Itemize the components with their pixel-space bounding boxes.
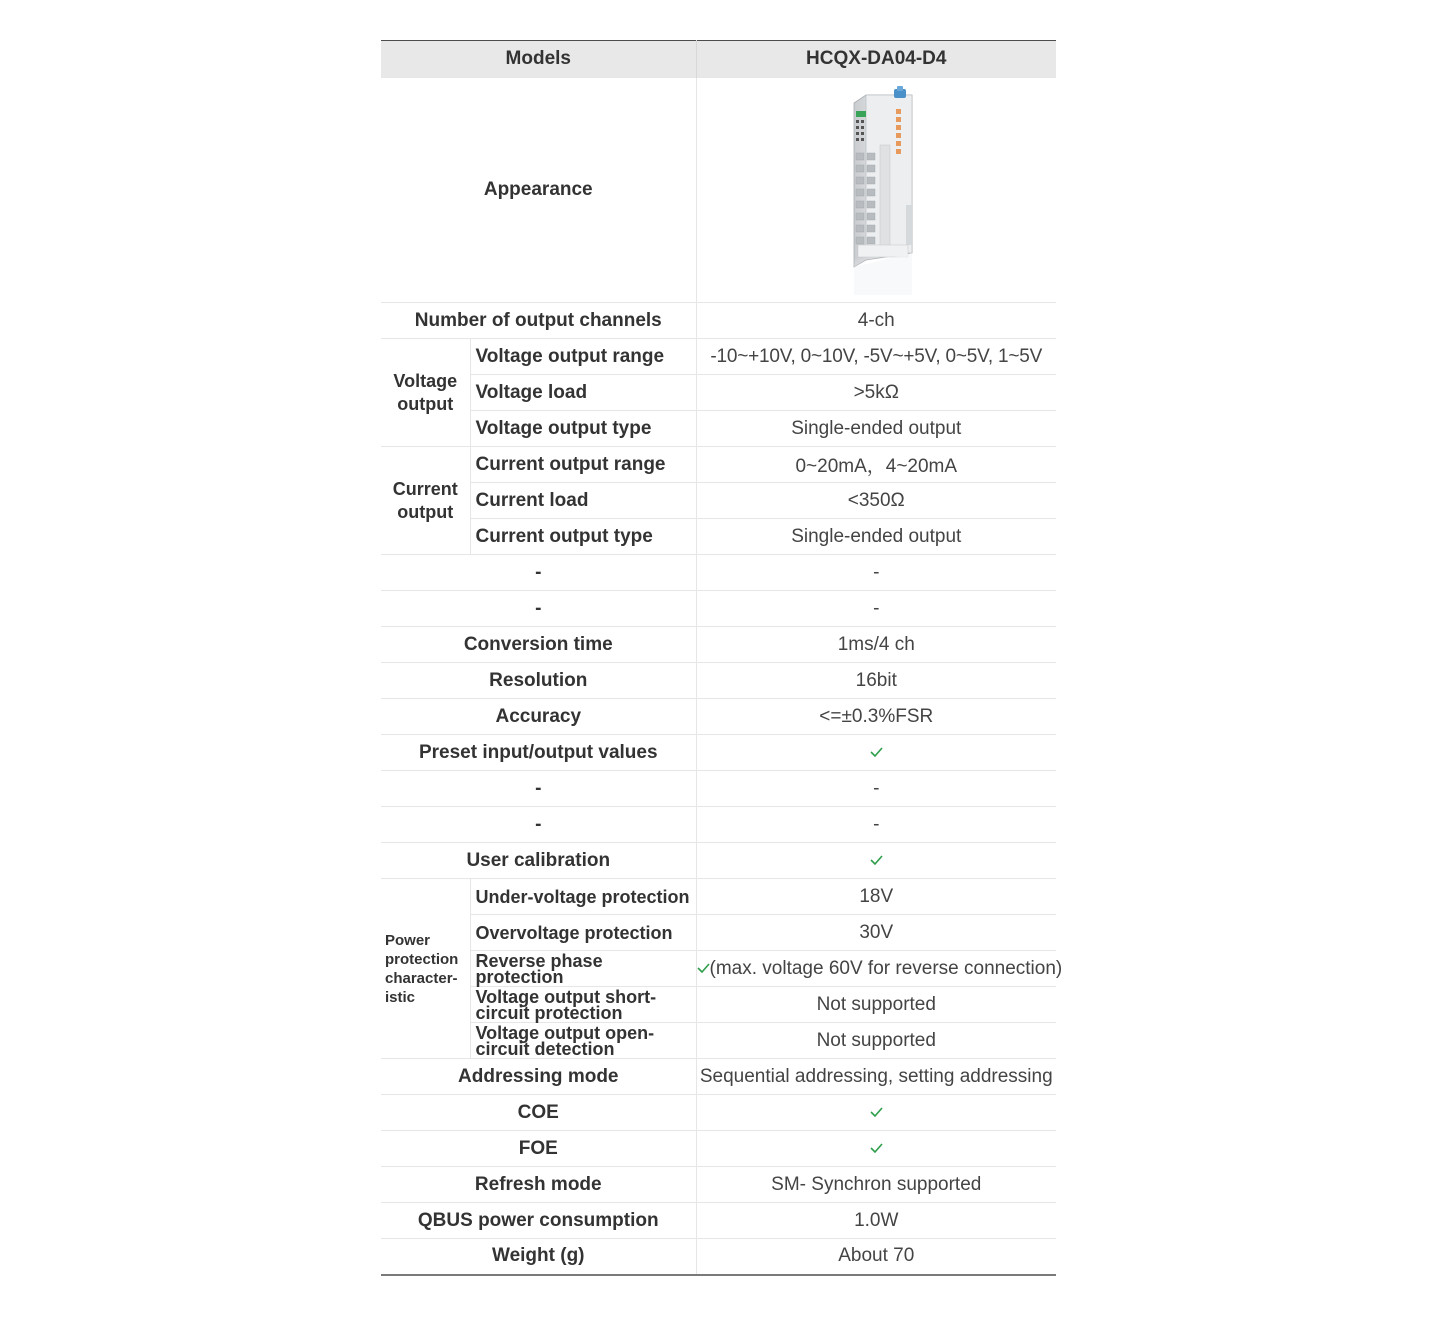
table-row [381, 879, 1056, 915]
check-icon [870, 1107, 883, 1117]
check-icon [870, 855, 883, 865]
table-header-row [381, 41, 1056, 78]
row-value: Single-ended output [696, 411, 1056, 447]
row-value: -10~+10V, 0~10V, -5V~+5V, 0~5V, 1~5V [696, 339, 1056, 375]
row-label: Overvoltage protection [475, 922, 673, 943]
table-row [381, 1023, 1056, 1059]
table-row [381, 1059, 1056, 1095]
table-row [381, 375, 1056, 411]
row-label: Current output range [475, 453, 666, 475]
row-label: - [535, 777, 542, 799]
table-row [381, 735, 1056, 771]
table-row [381, 339, 1056, 375]
row-value: SM- Synchron supported [696, 1167, 1056, 1203]
table-row [381, 555, 1056, 591]
table-row [381, 699, 1056, 735]
row-label: Under-voltage protection [475, 886, 690, 907]
row-label: Voltage output short-circuit protection [475, 986, 657, 1023]
row-value: Sequential addressing, setting addressing [696, 1059, 1056, 1095]
row-value: >5kΩ [696, 375, 1056, 411]
row-value: 30V [696, 915, 1056, 951]
row-value: Not supported [696, 1023, 1056, 1059]
table-row [381, 591, 1056, 627]
row-label: COE [517, 1101, 559, 1123]
table-row [381, 78, 1056, 303]
row-value: <350Ω [696, 483, 1056, 519]
row-label: Voltage output type [475, 417, 652, 439]
row-value: <=±0.3%FSR [696, 699, 1056, 735]
appearance-label: Appearance [483, 179, 593, 200]
spec-table [381, 40, 1063, 1276]
row-label: Preset input/output values [418, 741, 658, 763]
row-value: 0~20mA，4~20mA [696, 447, 1056, 483]
table-row [381, 1131, 1056, 1167]
row-label: Accuracy [495, 705, 582, 727]
row-label: Voltage output range [475, 345, 665, 367]
check-icon [870, 1143, 883, 1153]
row-label: Weight (g) [492, 1245, 585, 1267]
row-label: Voltage load [475, 381, 588, 403]
check-icon [697, 963, 710, 973]
row-value: About 70 [696, 1239, 1056, 1275]
table-row [381, 915, 1056, 951]
row-value: 4-ch [696, 303, 1056, 339]
row-label: - [535, 597, 542, 619]
table-row [381, 843, 1056, 879]
table-row [381, 1167, 1056, 1203]
row-value [696, 1131, 1056, 1167]
row-value [696, 1095, 1056, 1131]
voltage-output-group: Voltage output [381, 339, 470, 447]
row-label: Refresh mode [474, 1173, 602, 1195]
row-value: 1ms/4 ch [696, 627, 1056, 663]
table-row [381, 447, 1056, 483]
row-label: Current output type [475, 525, 653, 547]
table-row [381, 1203, 1056, 1239]
row-label: Reverse phase protection [475, 950, 603, 987]
table-row [381, 411, 1056, 447]
row-label: Conversion time [463, 633, 613, 655]
row-label: Addressing mode [458, 1065, 619, 1087]
table-row [381, 951, 1056, 987]
model-number: HCQX-DA04-D4 [696, 41, 1056, 78]
table-row [381, 807, 1056, 843]
row-label: Voltage output open-circuit detection [475, 1022, 655, 1059]
row-value: 18V [696, 879, 1056, 915]
row-value [696, 843, 1056, 879]
row-label: FOE [518, 1137, 558, 1159]
row-value: - [696, 771, 1056, 807]
row-label: Resolution [489, 669, 588, 691]
product-image [696, 78, 1056, 303]
table-row [381, 663, 1056, 699]
row-label: Current load [475, 489, 589, 511]
row-label: QBUS power consumption [417, 1209, 659, 1231]
row-value: - [696, 807, 1056, 843]
row-label: - [535, 813, 542, 835]
table-row [381, 1095, 1056, 1131]
table-row [381, 1239, 1056, 1275]
row-label: User calibration [466, 849, 611, 871]
row-value [696, 735, 1056, 771]
row-label: Number of output channels [414, 309, 662, 331]
table-row [381, 303, 1056, 339]
row-label: - [535, 561, 542, 583]
table-row [381, 519, 1056, 555]
row-value [696, 951, 1063, 987]
row-value: Single-ended output [696, 519, 1056, 555]
current-output-group: Current output [381, 447, 470, 555]
row-value: 16bit [696, 663, 1056, 699]
row-value: 1.0W [696, 1203, 1056, 1239]
row-value: - [696, 555, 1056, 591]
table-row [381, 771, 1056, 807]
table-row [381, 627, 1056, 663]
table-row [381, 483, 1056, 519]
reverse-phase-note: (max. voltage 60V for reverse connection) [709, 957, 1063, 979]
models-label: Models [505, 48, 571, 69]
check-icon [870, 747, 883, 757]
power-protection-group: Power protection character-istic [381, 879, 470, 1059]
table-row [381, 987, 1056, 1023]
io-module-image [836, 85, 916, 295]
row-value: - [696, 591, 1056, 627]
row-value: Not supported [696, 987, 1056, 1023]
